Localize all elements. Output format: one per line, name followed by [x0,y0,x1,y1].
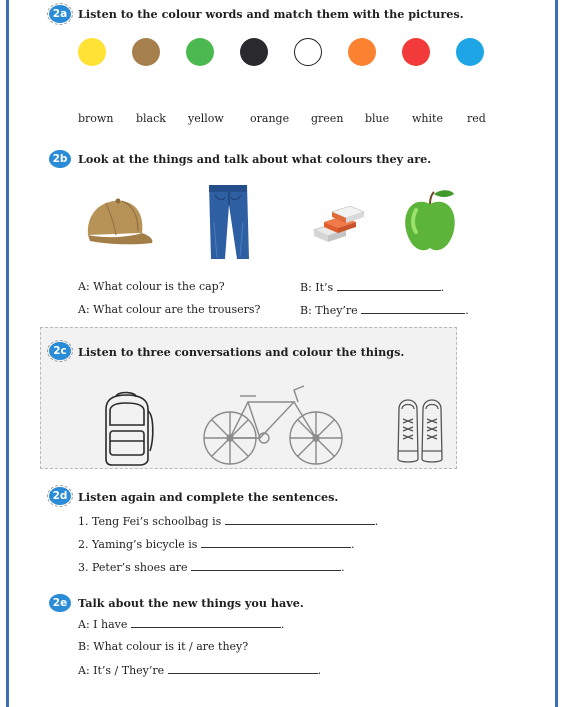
section-2a-title: Listen to the colour words and match them with the pictures. [78,7,464,21]
section-2d-badge: 2d [49,487,71,505]
section-2c-title: Listen to three conversations and colour the things. [78,345,405,359]
section-2d-title: Listen again and complete the sentences. [78,490,339,504]
sentence-3-text: 3. Peter’s shoes are [78,561,188,574]
dialogue-a1-end: . [440,281,445,294]
color-word-black: black [136,112,166,125]
color-dot-orange [348,38,376,66]
dialogue-a2-end: . [465,304,469,317]
color-word-orange: orange [250,112,290,125]
dialogue-a1-prompt: B: It’s [300,281,334,294]
trousers-picture [205,183,251,261]
answer-blank-colour[interactable] [168,663,318,674]
answer-blank-bicycle[interactable] [201,537,351,548]
color-word-red: red [467,112,486,125]
color-dot-yellow [78,38,106,66]
answer-blank-schoolbag[interactable] [225,514,375,525]
page-border-right [555,0,558,707]
talk-line-1-end: . [280,618,285,631]
sentence-1-end: . [374,515,379,528]
talk-line-1-text: A: I have [78,618,128,631]
sentence-1 [78,514,378,528]
color-word-white: white [412,112,443,125]
bicycle-picture[interactable] [198,378,348,468]
dialogue-a2 [300,303,469,317]
section-2b-title: Look at the things and talk about what colours they are. [78,152,432,166]
talk-line-2: B: What colour is it / are they? [78,640,249,653]
talk-line-3 [78,663,321,677]
apple-picture [402,188,458,254]
section-2b-badge: 2b [49,150,71,168]
color-dot-brown [132,38,160,66]
dialogue-q1: A: What colour is the cap? [78,280,225,293]
sentence-2 [78,537,354,551]
section-2e-badge: 2e [49,594,71,612]
shoes-picture[interactable] [393,395,449,465]
section-2e-title: Talk about the new things you have. [78,596,304,610]
talk-line-3-text: A: It’s / They’re [78,664,165,677]
section-2c-badge: 2c [49,342,71,360]
color-dot-white [294,38,322,66]
talk-line-1 [78,617,284,631]
color-word-yellow: yellow [188,112,224,125]
answer-blank-trousers[interactable] [361,303,465,314]
sentence-3-end: . [341,561,345,574]
color-word-blue: blue [365,112,390,125]
page-border-left [6,0,9,707]
sentence-2-end: . [350,538,355,551]
sentence-1-text: 1. Teng Fei’s schoolbag is [78,515,222,528]
color-dot-blue [456,38,484,66]
answer-blank-cap[interactable] [337,280,441,291]
color-dot-green [186,38,214,66]
sentence-3 [78,560,345,574]
talk-line-3-end: . [317,664,322,677]
answer-blank-shoes[interactable] [191,560,341,571]
color-dot-red [402,38,430,66]
color-dot-black [240,38,268,66]
dialogue-q2: A: What colour are the trousers? [78,303,261,316]
answer-blank-new-thing[interactable] [131,617,281,628]
color-word-brown: brown [78,112,114,125]
dialogue-a1 [300,280,444,294]
cap-picture [80,195,156,247]
color-word-green: green [311,112,344,125]
erasers-picture [310,202,366,244]
schoolbag-picture[interactable] [100,389,156,467]
sentence-2-text: 2. Yaming’s bicycle is [78,538,198,551]
section-2a-badge: 2a [49,5,71,23]
dialogue-a2-prompt: B: They’re [300,304,358,317]
